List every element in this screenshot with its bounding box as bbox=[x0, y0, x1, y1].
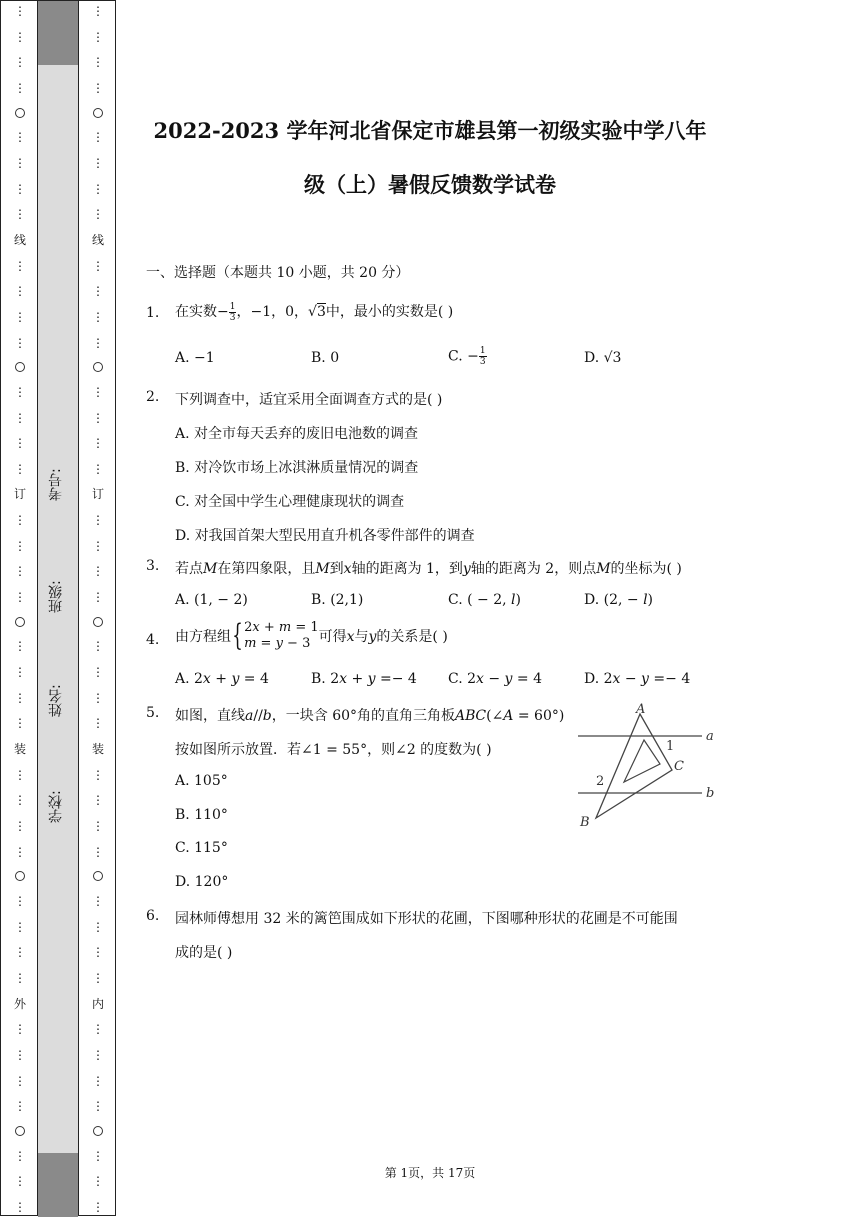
outer-binding-dot: ⋮ bbox=[14, 309, 26, 324]
inner-binding-dot: ⋮ bbox=[92, 384, 104, 399]
inner-binding-dot: ⋮ bbox=[92, 767, 104, 782]
inner-binding-dot: ⋮ bbox=[92, 1199, 104, 1214]
inner-binding-dot: ⋮ bbox=[92, 665, 104, 680]
question-6-number: 6. bbox=[146, 908, 160, 924]
label-a: a bbox=[706, 729, 714, 744]
outer-binding-dot: ⋮ bbox=[14, 410, 26, 425]
question-4-option-b: B. 2𝑥 + 𝑦 =− 4 bbox=[311, 671, 417, 687]
outer-binding-dot: ⋮ bbox=[14, 461, 26, 476]
outer-binding-dot: ⋮ bbox=[14, 513, 26, 528]
outer-binding-dot: ⋮ bbox=[14, 207, 26, 222]
field-name: 姓名: bbox=[48, 684, 64, 717]
inner-binding-dot: ⋮ bbox=[92, 1022, 104, 1037]
inner-binding-dot: ⋮ bbox=[92, 130, 104, 145]
question-1-option-c: C. − $\frac{1}{3}$ bbox=[448, 346, 486, 367]
inner-binding-dot: ⋮ bbox=[92, 335, 104, 350]
question-4-option-a: A. 2𝑥 + 𝑦 = 4 bbox=[175, 671, 269, 687]
outer-binding-dot: ⋮ bbox=[14, 945, 26, 960]
question-1-number: 1. bbox=[146, 305, 160, 321]
outer-binding-dot: ⋮ bbox=[14, 767, 26, 782]
label-angle-2: 2 bbox=[596, 774, 605, 789]
inner-binding-marker: 内 bbox=[91, 996, 104, 1011]
outer-binding-marker: 外 bbox=[13, 996, 26, 1011]
outer-binding-dot: ⋮ bbox=[14, 1174, 26, 1189]
exam-title bbox=[130, 104, 730, 212]
inner-binding-strip bbox=[78, 0, 116, 1216]
outer-binding-circle bbox=[15, 1126, 25, 1136]
inner-binding-marker: 线 bbox=[91, 232, 104, 247]
inner-binding-dot: ⋮ bbox=[92, 590, 104, 605]
outer-binding-dot: ⋮ bbox=[14, 844, 26, 859]
outer-binding-dot: ⋮ bbox=[14, 29, 26, 44]
outer-binding-dot: ⋮ bbox=[14, 80, 26, 95]
outer-binding-circle bbox=[15, 871, 25, 881]
outer-binding-dot: ⋮ bbox=[14, 819, 26, 833]
inner-binding-dot: ⋮ bbox=[92, 1099, 104, 1114]
outer-binding-strip bbox=[0, 0, 38, 1216]
outer-binding-dot: ⋮ bbox=[14, 1047, 26, 1062]
field-exam-number: 考号: bbox=[48, 468, 64, 501]
outer-binding-circle bbox=[15, 362, 25, 372]
inner-binding-dot: ⋮ bbox=[92, 80, 104, 95]
question-6-text-line-1: 园林师傅想用 32 米的篱笆围成如下形状的花圃，下图哪种形状的花圃是不可能围 bbox=[175, 911, 678, 927]
inner-binding-dot: ⋮ bbox=[92, 284, 104, 299]
inner-binding-marker: 订 bbox=[91, 487, 104, 502]
inner-binding-dot: ⋮ bbox=[92, 461, 104, 476]
question-4-number: 4. bbox=[146, 632, 160, 648]
outer-dotted-column bbox=[1, 1, 39, 1217]
title-line-2: 级（上）暑假反馈数学试卷 bbox=[304, 172, 556, 197]
outer-binding-dot: ⋮ bbox=[14, 690, 26, 705]
outer-binding-dot: ⋮ bbox=[14, 639, 26, 654]
question-2-number: 2. bbox=[146, 389, 160, 405]
outer-binding-dot: ⋮ bbox=[14, 55, 26, 70]
question-3-option-b: B. (2,1) bbox=[311, 592, 364, 608]
title-line-1: 2022-2023 学年河北省保定市雄县第一初级实验中学八年 bbox=[153, 118, 707, 143]
inner-binding-dot: ⋮ bbox=[92, 207, 104, 222]
outer-binding-dot: ⋮ bbox=[14, 436, 26, 451]
inner-binding-dot: ⋮ bbox=[92, 690, 104, 705]
inner-binding-dot: ⋮ bbox=[92, 1047, 104, 1062]
inner-binding-marker: 装 bbox=[91, 742, 104, 757]
inner-dotted-column bbox=[79, 1, 117, 1217]
outer-binding-dot: ⋮ bbox=[14, 893, 26, 908]
question-5-option-a: A. 105° bbox=[175, 773, 228, 789]
inner-binding-dot: ⋮ bbox=[92, 1148, 104, 1163]
student-info-fields bbox=[38, 1, 78, 1217]
outer-binding-dot: ⋮ bbox=[14, 4, 26, 18]
inner-binding-dot: ⋮ bbox=[92, 155, 104, 170]
inner-binding-dot: ⋮ bbox=[92, 893, 104, 908]
outer-binding-dot: ⋮ bbox=[14, 793, 26, 808]
inner-binding-dot: ⋮ bbox=[92, 538, 104, 553]
inner-binding-dot: ⋮ bbox=[92, 919, 104, 934]
outer-binding-marker: 装 bbox=[13, 742, 26, 757]
field-class: 班级: bbox=[48, 580, 64, 613]
inner-binding-dot: ⋮ bbox=[92, 716, 104, 731]
inner-triangle bbox=[624, 740, 660, 782]
question-6-text-line-2: 成的是( ) bbox=[175, 945, 233, 961]
label-angle-1: 1 bbox=[666, 739, 675, 754]
outer-binding-marker: 线 bbox=[13, 232, 26, 247]
inner-binding-dot: ⋮ bbox=[92, 258, 104, 273]
question-4-text: 由方程组{ 2𝑥 + 𝑚 = 1 𝑚 = 𝑦 − 3 可得𝑥与𝑦的关系是( ) bbox=[175, 618, 448, 653]
outer-binding-dot: ⋮ bbox=[14, 155, 26, 170]
outer-binding-dot: ⋮ bbox=[14, 335, 26, 350]
question-2-option-b: B. 对冷饮市场上冰淇淋质量情况的调查 bbox=[175, 460, 419, 476]
inner-binding-circle bbox=[93, 871, 103, 881]
inner-binding-dot: ⋮ bbox=[92, 4, 104, 18]
inner-binding-dot: ⋮ bbox=[92, 410, 104, 425]
page-footer: 第 1页，共 17页 bbox=[384, 1166, 476, 1180]
question-1-option-b: B. 0 bbox=[311, 350, 340, 366]
fraction: $\frac{1}{3}$ bbox=[229, 301, 236, 323]
label-B: B bbox=[580, 815, 590, 830]
outer-binding-dot: ⋮ bbox=[14, 538, 26, 553]
question-4-option-c: C. 2𝑥 − 𝑦 = 4 bbox=[448, 671, 542, 687]
inner-binding-dot: ⋮ bbox=[92, 436, 104, 451]
question-2-text: 下列调查中，适宜采用全面调查方式的是( ) bbox=[175, 392, 443, 408]
question-1-option-a: A. −1 bbox=[175, 350, 215, 366]
section-heading: 一、选择题（本题共 10 小题，共 20 分） bbox=[146, 265, 410, 281]
question-5-option-d: D. 120° bbox=[175, 874, 229, 890]
question-2-option-d: D. 对我国首架大型民用直升机各零件部件的调查 bbox=[175, 528, 475, 544]
field-school: 学校: bbox=[48, 790, 64, 823]
outer-binding-dot: ⋮ bbox=[14, 564, 26, 579]
outer-binding-dot: ⋮ bbox=[14, 1099, 26, 1114]
question-3-option-c: C. ( − 2, 𝑙) bbox=[448, 592, 521, 608]
outer-binding-dot: ⋮ bbox=[14, 590, 26, 605]
inner-binding-dot: ⋮ bbox=[92, 564, 104, 579]
outer-binding-dot: ⋮ bbox=[14, 130, 26, 145]
inner-binding-circle bbox=[93, 617, 103, 627]
outer-binding-dot: ⋮ bbox=[14, 970, 26, 985]
brace-symbol: { bbox=[232, 618, 243, 653]
inner-binding-dot: ⋮ bbox=[92, 309, 104, 324]
question-5-text-line-2: 按如图所示放置．若∠1 = 55°，则∠2 的度数为( ) bbox=[175, 742, 492, 758]
question-5-option-b: B. 110° bbox=[175, 807, 228, 823]
question-2-option-a: A. 对全市每天丢弃的废旧电池数的调查 bbox=[175, 426, 419, 442]
inner-binding-dot: ⋮ bbox=[92, 181, 104, 196]
inner-binding-dot: ⋮ bbox=[92, 819, 104, 833]
inner-binding-dot: ⋮ bbox=[92, 639, 104, 654]
outer-binding-circle bbox=[15, 617, 25, 627]
outer-binding-dot: ⋮ bbox=[14, 1073, 26, 1088]
question-1-text: 在实数− $\frac{1}{3}$ ，−1，0，√3中，最小的实数是( ) bbox=[175, 301, 454, 323]
inner-binding-dot: ⋮ bbox=[92, 945, 104, 960]
question-3-text: 若点𝑀在第四象限，且𝑀到𝑥轴的距离为 1，到𝑦轴的距离为 2，则点𝑀的坐标为( ) bbox=[175, 561, 682, 577]
outer-binding-dot: ⋮ bbox=[14, 181, 26, 196]
outer-binding-dot: ⋮ bbox=[14, 665, 26, 680]
inner-binding-circle bbox=[93, 1126, 103, 1136]
binding-gray-band bbox=[38, 0, 78, 1217]
outer-binding-dot: ⋮ bbox=[14, 284, 26, 299]
question-5-number: 5. bbox=[146, 705, 160, 721]
question-5-option-c: C. 115° bbox=[175, 840, 228, 856]
inner-binding-dot: ⋮ bbox=[92, 970, 104, 985]
outer-triangle bbox=[596, 714, 675, 818]
outer-binding-dot: ⋮ bbox=[14, 716, 26, 731]
outer-binding-dot: ⋮ bbox=[14, 384, 26, 399]
question-4-option-d: D. 2𝑥 − 𝑦 =− 4 bbox=[584, 671, 691, 687]
inner-binding-circle bbox=[93, 108, 103, 118]
outer-binding-dot: ⋮ bbox=[14, 1199, 26, 1214]
outer-binding-dot: ⋮ bbox=[14, 919, 26, 934]
inner-binding-circle bbox=[93, 362, 103, 372]
inner-binding-dot: ⋮ bbox=[92, 29, 104, 44]
inner-binding-dot: ⋮ bbox=[92, 1174, 104, 1189]
label-A: A bbox=[636, 702, 646, 717]
outer-binding-circle bbox=[15, 108, 25, 118]
question-5-text-line-1: 如图，直线𝑎//𝑏，一块含 60°角的直角三角板𝐴𝐵𝐶(∠𝐴 = 60°) bbox=[175, 708, 565, 724]
outer-binding-dot: ⋮ bbox=[14, 1148, 26, 1163]
question-3-number: 3. bbox=[146, 558, 160, 574]
question-3-option-a: A. (1, − 2) bbox=[175, 592, 248, 608]
inner-binding-dot: ⋮ bbox=[92, 844, 104, 859]
outer-binding-dot: ⋮ bbox=[14, 258, 26, 273]
inner-binding-dot: ⋮ bbox=[92, 793, 104, 808]
inner-binding-dot: ⋮ bbox=[92, 1073, 104, 1088]
question-2-option-c: C. 对全国中学生心理健康现状的调查 bbox=[175, 494, 405, 510]
label-C: C bbox=[674, 759, 684, 774]
inner-binding-dot: ⋮ bbox=[92, 513, 104, 528]
label-b: b bbox=[706, 786, 715, 801]
question-1-option-d: D. √3 bbox=[584, 350, 622, 366]
outer-binding-dot: ⋮ bbox=[14, 1022, 26, 1037]
equation-system: 2𝑥 + 𝑚 = 1 𝑚 = 𝑦 − 3 bbox=[244, 620, 319, 651]
inner-binding-dot: ⋮ bbox=[92, 55, 104, 70]
outer-binding-marker: 订 bbox=[13, 487, 26, 502]
triangle-parallel-lines-figure bbox=[576, 700, 726, 832]
question-3-option-d: D. (2, − 𝑙) bbox=[584, 592, 654, 608]
